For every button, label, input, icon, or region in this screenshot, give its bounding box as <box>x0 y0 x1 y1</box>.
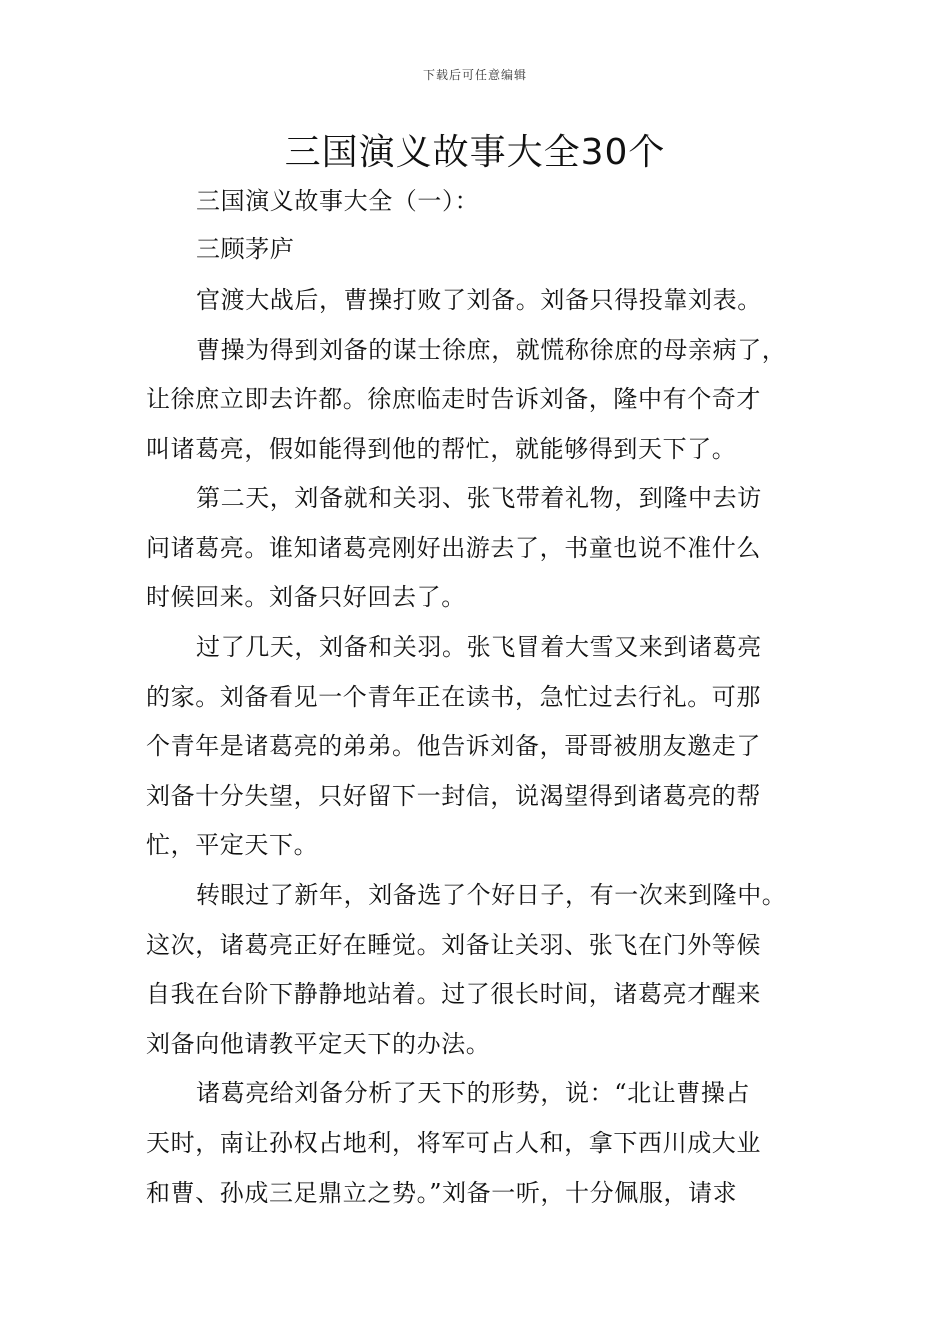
paragraph-line: 这次，诸葛亮正好在睡觉。刘备让关羽、张飞在门外等候 <box>146 931 761 959</box>
paragraph-line: 天时，南让孙权占地利，将军可占人和，拿下西川成大业 <box>146 1129 761 1157</box>
header-note: 下载后可任意编辑 <box>422 68 527 82</box>
paragraph-line: 曹操为得到刘备的谋士徐庶，就慌称徐庶的母亲病了， <box>196 336 787 364</box>
section-heading: 三国演义故事大全（一）： <box>196 187 480 215</box>
paragraph-line: 官渡大战后，曹操打败了刘备。刘备只得投靠刘表。 <box>196 286 762 314</box>
paragraph-line: 刘备十分失望，只好留下一封信，说渴望得到诸葛亮的帮 <box>146 782 761 810</box>
paragraph-line: 问诸葛亮。谁知诸葛亮刚好出游去了，书童也说不准什么 <box>146 534 761 562</box>
paragraph-line: 刘备向他请教平定天下的办法。 <box>146 1030 491 1058</box>
paragraph-line: 和曹、孙成三足鼎立之势。”刘备一听，十分佩服，请求 <box>146 1179 738 1207</box>
paragraph-line: 让徐庶立即去许都。徐庶临走时告诉刘备，隆中有个奇才 <box>146 385 761 413</box>
paragraph-line: 转眼过了新年，刘备选了个好日子，有一次来到隆中。 <box>196 881 787 909</box>
paragraph-line: 个青年是诸葛亮的弟弟。他告诉刘备，哥哥被朋友邀走了 <box>146 732 761 760</box>
paragraph-line: 时候回来。刘备只好回去了。 <box>146 583 466 611</box>
paragraph-line: 过了几天，刘备和关羽。张飞冒着大雪又来到诸葛亮 <box>196 633 762 661</box>
paragraph-line: 诸葛亮给刘备分析了天下的形势，说：“北让曹操占 <box>196 1079 751 1107</box>
story-title: 三顾茅庐 <box>196 235 295 263</box>
paragraph-line: 忙，平定天下。 <box>146 831 319 859</box>
paragraph-line: 叫诸葛亮，假如能得到他的帮忙，就能够得到天下了。 <box>146 435 737 463</box>
paragraph-line: 的家。刘备看见一个青年正在读书，急忙过去行礼。可那 <box>146 683 761 711</box>
paragraph-line: 第二天，刘备就和关羽、张飞带着礼物，到隆中去访 <box>196 484 762 512</box>
document-title: 三国演义故事大全30个 <box>284 132 666 173</box>
paragraph-line: 自我在台阶下静静地站着。过了很长时间，诸葛亮才醒来 <box>146 980 761 1008</box>
